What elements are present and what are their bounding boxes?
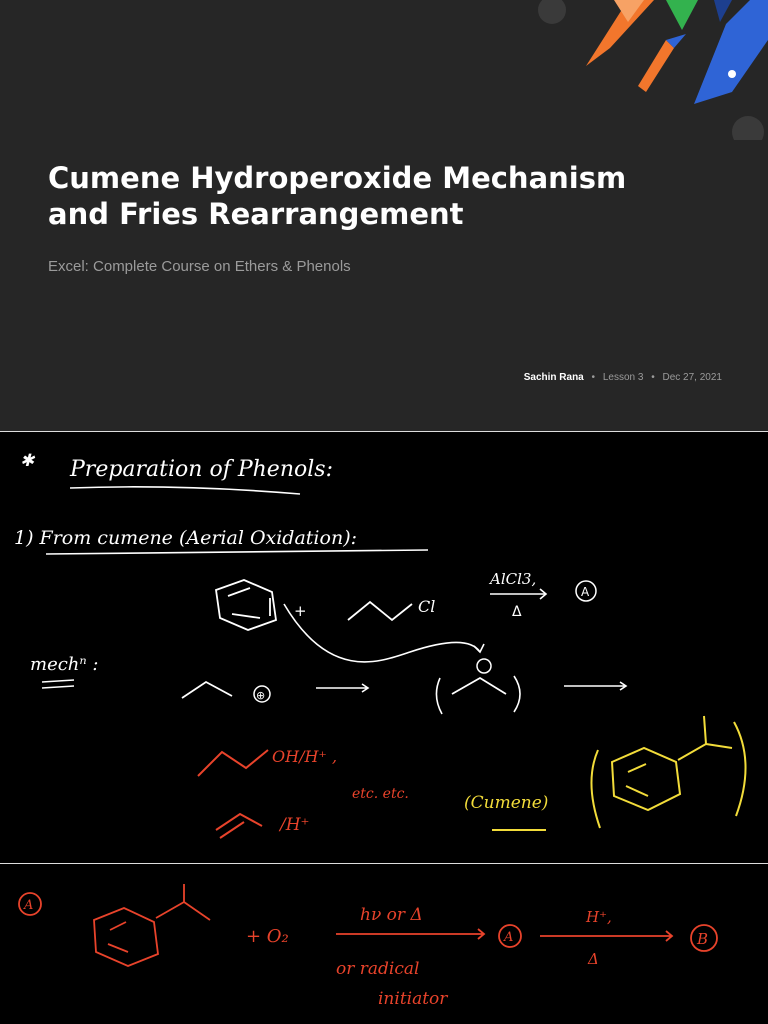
- propene-structure: [216, 814, 262, 838]
- cumene-label: (Cumene): [464, 793, 549, 813]
- rearrangement-arrow: [316, 684, 368, 692]
- oxidation-conditions: hν or Δ: [360, 905, 423, 925]
- initiator-condition: initiator: [378, 989, 448, 1009]
- notes-heading: Preparation of Phenols:: [70, 457, 333, 482]
- course-subtitle: Excel: Complete Course on Ethers & Phenols: [48, 258, 351, 275]
- cleavage-arrow: [540, 931, 672, 941]
- reagent-alcl3: AlCl3,: [490, 570, 537, 588]
- lesson-title-line-2: and Fries Rearrangement: [48, 197, 464, 231]
- propyl-carbocation: [182, 682, 232, 698]
- meta-separator: •: [591, 372, 596, 383]
- intermediate-a: A: [504, 930, 514, 945]
- benzene-structure: [216, 580, 276, 630]
- reaction-arrow: [490, 589, 546, 599]
- carbocation-charge: ⊕: [256, 689, 266, 702]
- point-underline: [46, 550, 428, 554]
- lesson-meta: [524, 372, 722, 383]
- author-name[interactable]: Sachin Rana: [523, 372, 584, 383]
- cumene-structure: [591, 716, 745, 828]
- star-bullet: ✱: [20, 451, 35, 471]
- handwritten-notes-panel-2: [0, 864, 768, 1024]
- alt-reagent-1: OH/H⁺ ,: [272, 747, 338, 766]
- product-a-label: A: [581, 585, 590, 599]
- decorative-pencil-illustration: [518, 0, 768, 140]
- lesson-date: Dec 27, 2021: [662, 372, 722, 383]
- plus-oxygen: + O₂: [246, 926, 289, 947]
- propanol-structure: [198, 750, 268, 776]
- notes-point-1: 1) From cumene (Aerial Oxidation):: [14, 527, 358, 549]
- mechanism-label: mechⁿ :: [30, 654, 99, 675]
- lesson-title: [48, 160, 668, 232]
- plus-sign: +: [294, 602, 307, 620]
- heading-underline: [70, 487, 300, 494]
- handwritten-notes-panel-1: [0, 432, 768, 864]
- lesson-title-line-1: Cumene Hydroperoxide Mechanism: [48, 161, 627, 195]
- etc-note: etc. etc.: [352, 786, 409, 802]
- label-a: A: [24, 898, 34, 913]
- heat-condition: Δ: [588, 950, 599, 968]
- alt-reagent-2: /H⁺: [280, 815, 310, 835]
- acid-condition: H⁺,: [586, 908, 612, 926]
- product-b: B: [697, 930, 709, 948]
- svg-text:Cl: Cl: [418, 597, 436, 616]
- propyl-chloride-structure: [348, 602, 412, 620]
- lesson-number: Lesson 3: [602, 372, 644, 383]
- isopropyl-carbocation: [452, 678, 506, 694]
- oxidation-arrow: [336, 929, 484, 939]
- reagent-heat: Δ: [512, 604, 522, 620]
- meta-separator: •: [651, 372, 655, 383]
- radical-condition: or radical: [336, 959, 420, 979]
- lesson-title-card: [0, 0, 768, 432]
- cumene-ring: [94, 908, 158, 966]
